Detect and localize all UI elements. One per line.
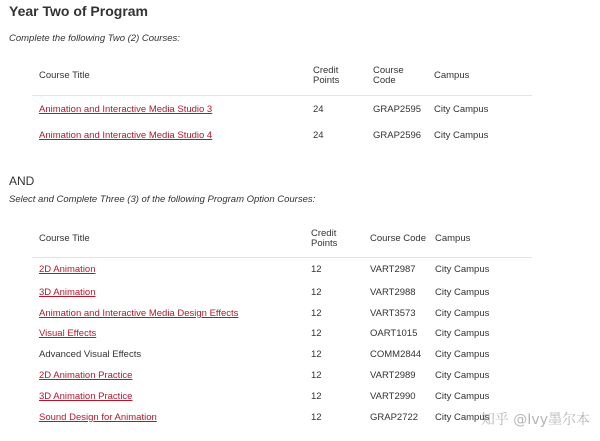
credit-points-cell: 12 — [311, 390, 322, 402]
course-title-cell — [32, 344, 304, 365]
course-title-link[interactable]: Animation and Interactive Media Studio 3 — [39, 103, 213, 115]
course-code-cell: VART2989 — [370, 370, 416, 382]
campus-cell: City Campus — [435, 286, 490, 298]
credit-points-cell: 12 — [311, 307, 322, 319]
course-code-cell: VART2990 — [370, 390, 416, 402]
table-row — [32, 95, 532, 123]
course-code-cell: OART1015 — [370, 328, 418, 340]
course-title-cell — [32, 257, 304, 282]
column-header-campus: Campus — [427, 58, 532, 95]
credit-points-cell: 24 — [313, 129, 324, 141]
credit-points-cell: 12 — [311, 264, 322, 276]
column-header-course-title: Course Title — [32, 58, 306, 95]
column-header-course-code: Course Code — [366, 58, 427, 95]
section1-instruction: Complete the following Two (2) Courses: — [9, 33, 180, 44]
campus-cell: City Campus — [434, 129, 489, 141]
table-header-row — [32, 58, 532, 95]
course-title-link[interactable]: 2D Animation — [39, 264, 96, 276]
column-header-credit-points: Credit Points — [306, 58, 366, 95]
option-courses-table — [32, 221, 532, 428]
credit-points-cell: 12 — [311, 349, 322, 361]
course-title-link[interactable]: Sound Design for Animation — [39, 411, 157, 423]
campus-cell: City Campus — [435, 411, 490, 423]
table-row — [32, 365, 532, 386]
course-title-link[interactable]: 3D Animation Practice — [39, 390, 133, 402]
course-title-cell — [32, 324, 304, 345]
and-label: AND — [9, 174, 35, 188]
course-title-link[interactable]: Animation and Interactive Media Design Effects — [39, 307, 239, 319]
course-title-link[interactable]: 3D Animation — [39, 286, 96, 298]
campus-cell: City Campus — [435, 328, 490, 340]
credit-points-cell: 24 — [313, 103, 324, 115]
table-row — [32, 123, 532, 147]
column-header-campus: Campus — [428, 221, 532, 257]
course-title-cell — [32, 407, 304, 428]
course-code-cell: VART3573 — [370, 307, 416, 319]
course-code-cell: COMM2844 — [370, 349, 422, 361]
table-row — [32, 386, 532, 407]
table-header-row — [32, 221, 532, 257]
column-header-credit-points: Credit Points — [304, 221, 363, 257]
table-row — [32, 344, 532, 365]
course-title-cell — [32, 123, 306, 147]
table-row — [32, 303, 532, 324]
campus-cell: City Campus — [435, 370, 490, 382]
course-title-cell — [32, 95, 306, 123]
course-code-cell: VART2987 — [370, 264, 416, 276]
course-code-cell: GRAP2722 — [370, 411, 419, 423]
course-code-cell: GRAP2595 — [373, 103, 422, 115]
course-code-cell: GRAP2596 — [373, 129, 422, 141]
campus-cell: City Campus — [435, 307, 490, 319]
column-header-course-code: Course Code — [363, 221, 428, 257]
credit-points-cell: 12 — [311, 328, 322, 340]
campus-cell: City Campus — [435, 264, 490, 276]
campus-cell: City Campus — [435, 390, 490, 402]
credit-points-cell: 12 — [311, 286, 322, 298]
campus-cell: City Campus — [434, 103, 489, 115]
watermark: 知乎 @Ivy墨尔本 — [480, 412, 590, 428]
course-title-link[interactable]: Animation and Interactive Media Studio 4 — [39, 129, 213, 141]
table-row — [32, 282, 532, 303]
course-title-cell — [32, 303, 304, 324]
column-header-course-title: Course Title — [32, 221, 304, 257]
credit-points-cell: 12 — [311, 370, 322, 382]
course-title-cell — [32, 386, 304, 407]
campus-cell: City Campus — [435, 349, 490, 361]
table-row — [32, 324, 532, 345]
course-title-link[interactable]: 2D Animation Practice — [39, 370, 133, 382]
course-title-text: Advanced Visual Effects — [39, 349, 142, 361]
credit-points-cell: 12 — [311, 411, 322, 423]
course-code-cell: VART2988 — [370, 286, 416, 298]
course-title-cell — [32, 365, 304, 386]
page-title: Year Two of Program — [9, 3, 148, 19]
table-row — [32, 257, 532, 282]
section2-instruction: Select and Complete Three (3) of the following Program Option Courses: — [9, 194, 316, 205]
table-row — [32, 407, 532, 428]
course-title-link[interactable]: Visual Effects — [39, 328, 97, 340]
required-courses-table — [32, 58, 532, 147]
course-title-cell — [32, 282, 304, 303]
